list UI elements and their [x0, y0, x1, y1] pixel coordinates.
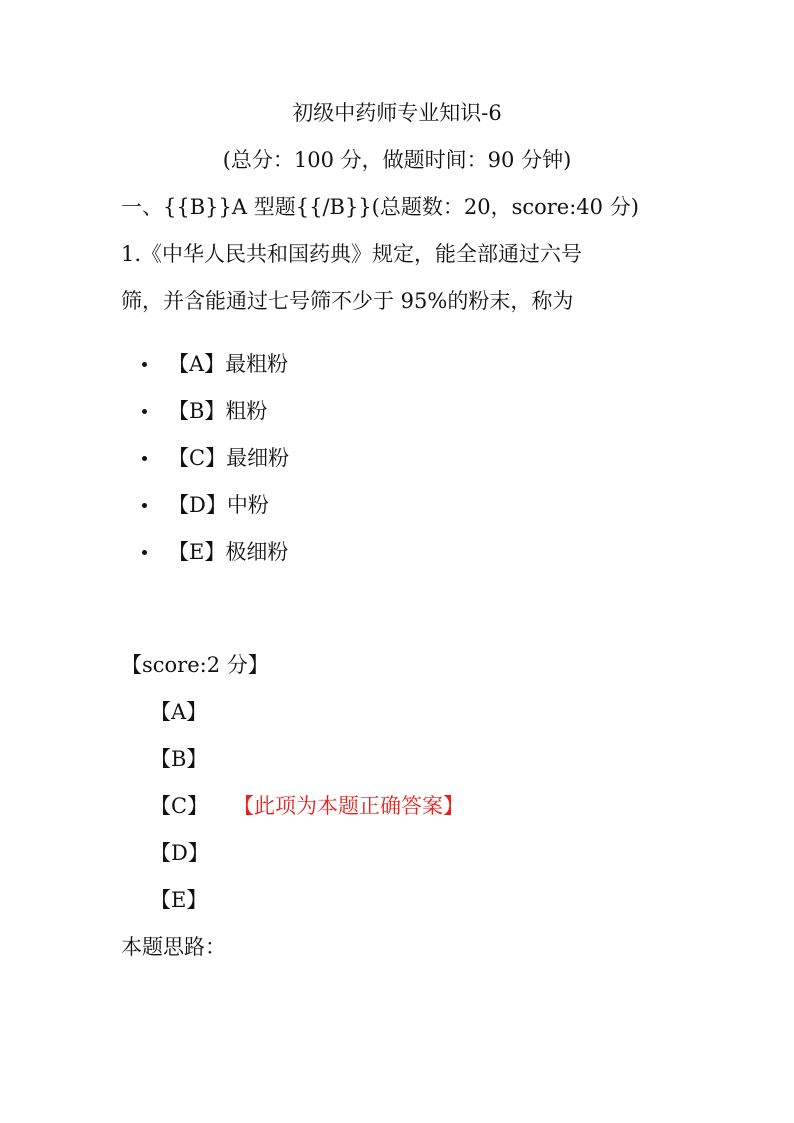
question-text-line-2: 筛，并含能通过七号筛不少于 95%的粉末，称为 — [121, 289, 574, 313]
section-heading: 一、{{B}}A 型题{{/B}}(总题数：20，score:40 分) — [121, 195, 639, 219]
option-label: 【C】最细粉 — [168, 446, 290, 470]
score-label: 【score:2 分】 — [121, 653, 269, 677]
bullet-icon — [142, 503, 147, 508]
bullet-icon — [142, 409, 147, 414]
option-label: 【E】极细粉 — [168, 540, 289, 564]
answer-letter-a: 【A】 — [150, 700, 208, 724]
bullet-icon — [142, 550, 147, 555]
explanation-label: 本题思路： — [121, 935, 226, 959]
answer-letter-d: 【D】 — [150, 841, 209, 865]
option-list — [142, 350, 289, 585]
bullet-icon — [142, 362, 147, 367]
document-subtitle: (总分：100 分，做题时间：90 分钟) — [222, 148, 572, 172]
answer-letter-b: 【B】 — [150, 747, 208, 771]
bullet-icon — [142, 456, 147, 461]
question-text-line-1: 1.《中华人民共和国药典》规定，能全部通过六号 — [121, 242, 583, 266]
correct-answer-note: 【此项为本题正确答案】 — [233, 794, 464, 818]
option-label: 【D】中粉 — [168, 493, 269, 517]
option-item-e — [142, 538, 289, 585]
answer-letter-c: 【C】 — [150, 794, 209, 818]
document-title: 初级中药师专业知识-6 — [292, 101, 502, 125]
option-item-b — [142, 397, 289, 444]
option-item-c — [142, 444, 289, 491]
answer-letter-e: 【E】 — [150, 888, 208, 912]
option-item-a — [142, 350, 289, 397]
option-item-d — [142, 491, 289, 538]
option-label: 【A】最粗粉 — [168, 352, 289, 376]
option-label: 【B】粗粉 — [168, 399, 268, 423]
